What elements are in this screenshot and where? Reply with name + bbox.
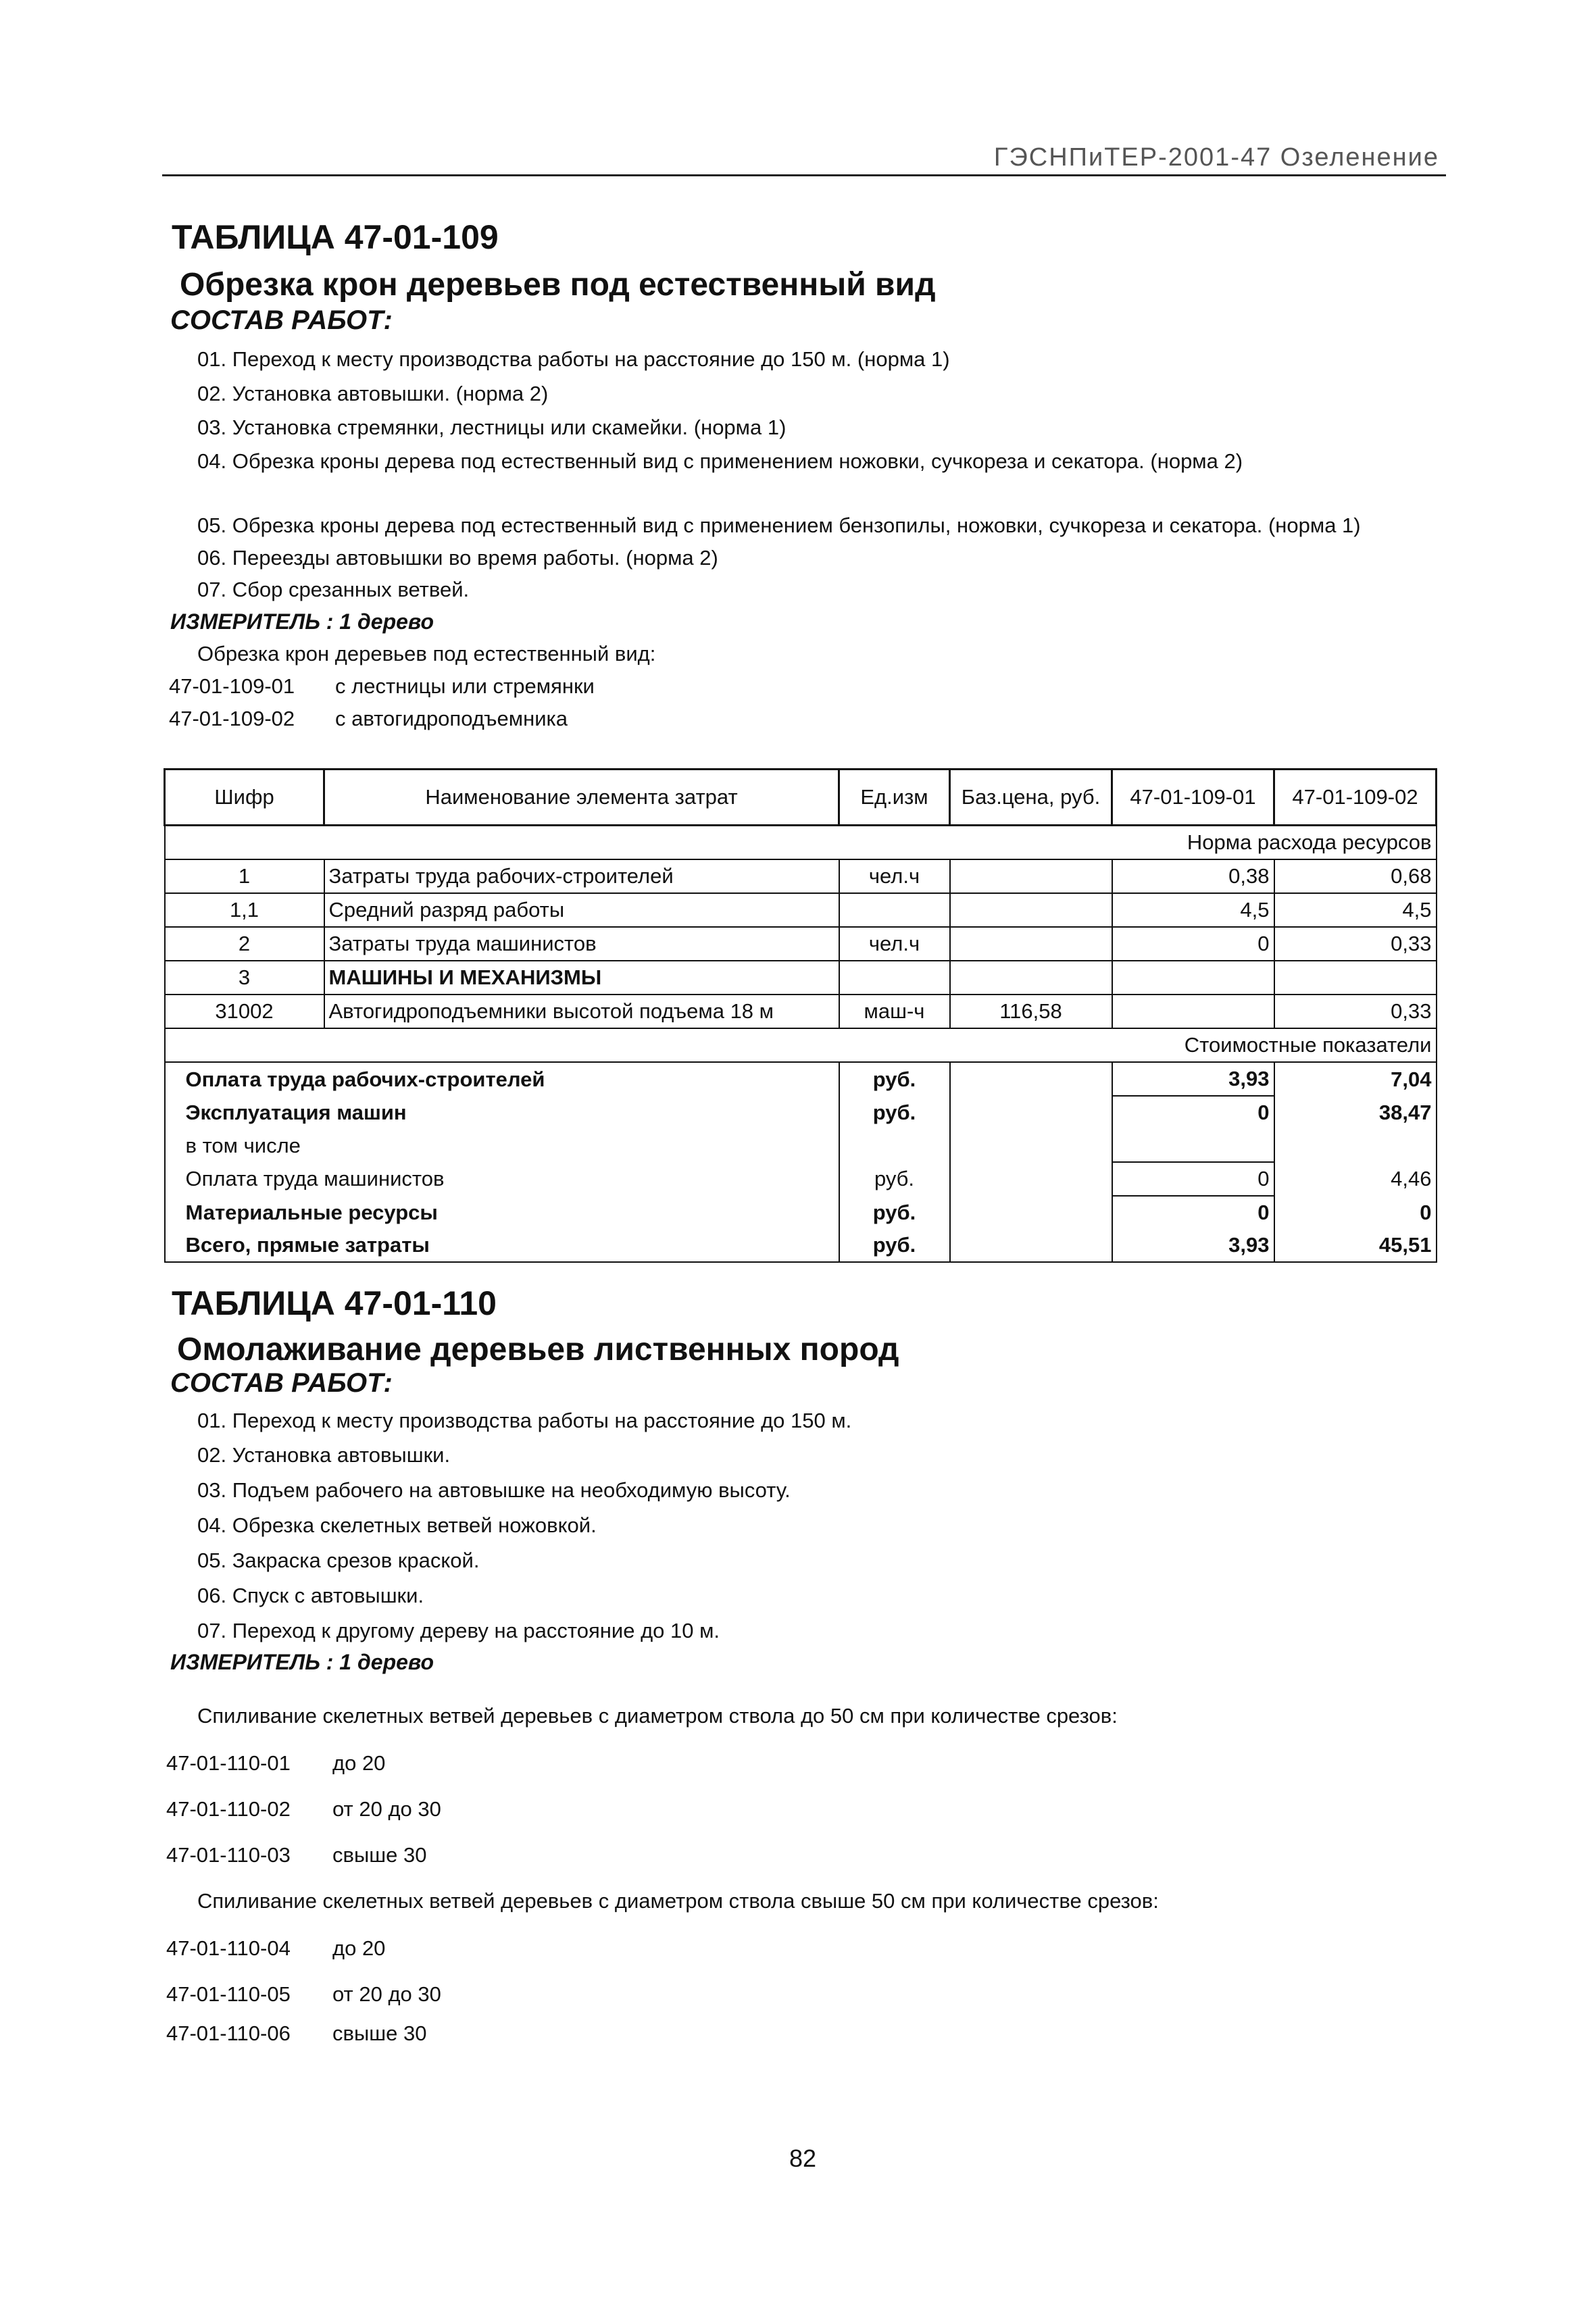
table1-work-item: 02. Установка автовышки. (норма 2) (197, 382, 549, 405)
table2-work-item: 02. Установка автовышки. (197, 1443, 451, 1467)
table2-measure: ИЗМЕРИТЕЛЬ : 1 дерево (170, 1650, 434, 1674)
row-unit (839, 893, 950, 927)
table2-work-item: 01. Переход к месту производства работы на расстояние до 150 м. (197, 1409, 852, 1432)
table-row (165, 893, 1437, 927)
row-value-02: 0,68 (1274, 859, 1437, 893)
table2-code-desc: до 20 (332, 1751, 386, 1775)
row-name: МАШИНЫ И МЕХАНИЗМЫ (324, 961, 839, 995)
cost-row-unit: руб. (839, 1162, 950, 1196)
row-name: Автогидроподъемники высотой подъема 18 м (324, 995, 839, 1028)
cost-row-name: в том числе (165, 1129, 839, 1162)
table2-code: 47-01-110-02 (166, 1797, 291, 1821)
cost-row-price (950, 1096, 1112, 1129)
table2-code-desc: свыше 30 (332, 2021, 427, 2045)
cost-row-value-01: 0 (1112, 1196, 1274, 1229)
header-divider (162, 174, 1446, 176)
row-value-01: 0,38 (1112, 859, 1274, 893)
row-value-01: 4,5 (1112, 893, 1274, 927)
table2-code: 47-01-110-05 (166, 1982, 291, 2006)
cost-row (165, 1229, 1437, 1262)
cost-row-price (950, 1062, 1112, 1096)
table2-sostav-label: СОСТАВ РАБОТ: (170, 1368, 393, 1398)
cost-row-value-01: 0 (1112, 1162, 1274, 1196)
cost-row-value-01: 3,93 (1112, 1062, 1274, 1096)
cost-row (165, 1162, 1437, 1196)
cost-row (165, 1196, 1437, 1229)
table-row (165, 859, 1437, 893)
table1-sostav-label: СОСТАВ РАБОТ: (170, 305, 393, 335)
cost-row-name: Эксплуатация машин (165, 1096, 839, 1129)
column-header-price: Баз.цена, руб. (950, 770, 1112, 826)
cost-row-value-02: 4,46 (1274, 1162, 1437, 1196)
table2-code: 47-01-110-01 (166, 1751, 291, 1775)
cost-row-value-02: 0 (1274, 1196, 1437, 1229)
row-price (950, 961, 1112, 995)
table-row (165, 995, 1437, 1028)
cost-row-value-02: 45,51 (1274, 1229, 1437, 1262)
table-row (165, 927, 1437, 961)
row-unit: чел.ч (839, 927, 950, 961)
table1-work-item: 04. Обрезка кроны дерева под естественный вид с применением ножовки, сучкореза и секатора. (норма 2) (197, 449, 1243, 473)
table2-work-item: 04. Обрезка скелетных ветвей ножовкой. (197, 1513, 597, 1537)
cost-row-unit: руб. (839, 1229, 950, 1262)
norma-label: Норма расхода ресурсов (165, 826, 1437, 860)
row-price (950, 859, 1112, 893)
row-name: Средний разряд работы (324, 893, 839, 927)
table-header-row (165, 770, 1437, 826)
table2-work-item: 05. Закраска срезов краской. (197, 1549, 480, 1572)
cost-row-price (950, 1196, 1112, 1229)
cost-row-name: Оплата труда рабочих-строителей (165, 1062, 839, 1096)
row-code: 1,1 (165, 893, 324, 927)
cost-row-value-02: 38,47 (1274, 1096, 1437, 1129)
cost-row-unit: руб. (839, 1196, 950, 1229)
cost-row (165, 1129, 1437, 1162)
row-code: 3 (165, 961, 324, 995)
cost-row-unit: руб. (839, 1062, 950, 1096)
table2-intro1: Спиливание скелетных ветвей деревьев с диаметром ствола до 50 см при количестве срезов: (197, 1704, 1118, 1728)
table1-title: ТАБЛИЦА 47-01-109 (172, 218, 499, 256)
row-code: 1 (165, 859, 324, 893)
table2-code: 47-01-110-04 (166, 1936, 291, 1960)
row-code: 2 (165, 927, 324, 961)
cost-row-value-02: 7,04 (1274, 1062, 1437, 1096)
table1-subtitle: Обрезка крон деревьев под естественный вид (180, 267, 936, 303)
table2-code-desc: до 20 (332, 1936, 386, 1960)
cost-row (165, 1062, 1437, 1096)
table1-measure: ИЗМЕРИТЕЛЬ : 1 дерево (170, 609, 434, 634)
table2-code-desc: от 20 до 30 (332, 1982, 441, 2006)
row-value-02: 4,5 (1274, 893, 1437, 927)
cost-row (165, 1096, 1437, 1129)
table1-code: 47-01-109-01 (169, 674, 295, 698)
table1-code-desc: с лестницы или стремянки (335, 674, 595, 698)
cost-row-name: Оплата труда машинистов (165, 1162, 839, 1196)
table2-subtitle: Омолаживание деревьев лиственных пород (177, 1332, 899, 1367)
table1-work-item: 01. Переход к месту производства работы на расстояние до 150 м. (норма 1) (197, 347, 950, 371)
cost-row-price (950, 1162, 1112, 1196)
table2-work-item: 06. Спуск с автовышки. (197, 1584, 424, 1607)
table1-work-item: 05. Обрезка кроны дерева под естественный вид с применением бензопилы, ножовки, сучкореза и секатора. (норма 1) (197, 513, 1361, 537)
row-price (950, 927, 1112, 961)
column-header-norm-01: 47-01-109-01 (1112, 770, 1274, 826)
row-value-02: 0,33 (1274, 995, 1437, 1028)
column-header-name: Наименование элемента затрат (324, 770, 839, 826)
page-number: 82 (789, 2144, 817, 2172)
table1-work-item: 06. Переезды автовышки во время работы. (норма 2) (197, 546, 718, 570)
table2-intro2: Спиливание скелетных ветвей деревьев с диаметром ствола свыше 50 см при количестве срезов: (197, 1889, 1159, 1913)
row-price: 116,58 (950, 995, 1112, 1028)
table2-title: ТАБЛИЦА 47-01-110 (172, 1284, 497, 1322)
row-name: Затраты труда рабочих-строителей (324, 859, 839, 893)
table2-work-item: 07. Переход к другому дереву на расстояние до 10 м. (197, 1619, 720, 1642)
norma-label-row (165, 826, 1437, 860)
cost-row-price (950, 1229, 1112, 1262)
table2-code-desc: от 20 до 30 (332, 1797, 441, 1821)
row-name: Затраты труда машинистов (324, 927, 839, 961)
column-header-code: Шифр (165, 770, 324, 826)
cost-row-value-02 (1274, 1129, 1437, 1162)
table1-work-item: 03. Установка стремянки, лестницы или скамейки. (норма 1) (197, 416, 787, 439)
row-unit: маш-ч (839, 995, 950, 1028)
table2-work-item: 03. Подъем рабочего на автовышке на необходимую высоту. (197, 1478, 791, 1502)
column-header-unit: Ед.изм (839, 770, 950, 826)
table2-code-desc: свыше 30 (332, 1843, 427, 1867)
table2-code: 47-01-110-03 (166, 1843, 291, 1867)
row-value-01: 0 (1112, 927, 1274, 961)
table1-code: 47-01-109-02 (169, 707, 295, 730)
cost-row-value-01: 0 (1112, 1096, 1274, 1129)
cost-label-row (165, 1028, 1437, 1062)
row-value-02 (1274, 961, 1437, 995)
cost-row-unit: руб. (839, 1096, 950, 1129)
table2-code: 47-01-110-06 (166, 2021, 291, 2045)
row-code: 31002 (165, 995, 324, 1028)
cost-row-price (950, 1129, 1112, 1162)
row-unit: чел.ч (839, 859, 950, 893)
row-unit (839, 961, 950, 995)
document-code-header: ГЭСНПиТЕР-2001-47 Озеленение (993, 143, 1439, 172)
cost-row-name: Всего, прямые затраты (165, 1229, 839, 1262)
row-value-02: 0,33 (1274, 927, 1437, 961)
row-price (950, 893, 1112, 927)
cost-row-name: Материальные ресурсы (165, 1196, 839, 1229)
cost-row-value-01 (1112, 1129, 1274, 1162)
row-value-01 (1112, 995, 1274, 1028)
row-value-01 (1112, 961, 1274, 995)
cost-label: Стоимостные показатели (165, 1028, 1437, 1062)
table1-intro: Обрезка крон деревьев под естественный вид: (197, 642, 656, 665)
table1-code-desc: с автогидроподъемника (335, 707, 568, 730)
table1-work-item: 07. Сбор срезанных ветвей. (197, 578, 470, 601)
table-row (165, 961, 1437, 995)
column-header-norm-02: 47-01-109-02 (1274, 770, 1437, 826)
cost-row-value-01: 3,93 (1112, 1229, 1274, 1262)
resource-table (164, 768, 1437, 1263)
cost-row-unit (839, 1129, 950, 1162)
